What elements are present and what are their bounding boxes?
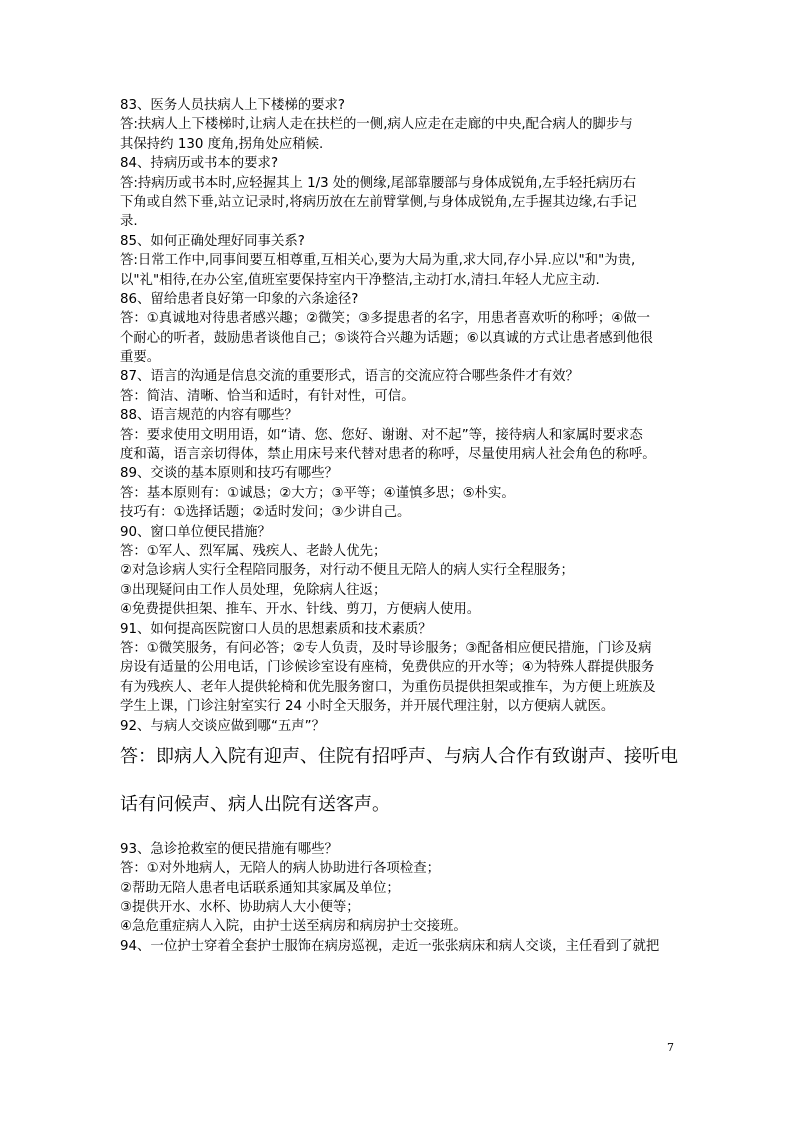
- text-line: 92、与病人交谈应做到哪“五声”？: [120, 718, 325, 734]
- text-line: 度和蔼，语言亲切得体，禁止用床号来代替对患者的称呼，尽量使用病人社会角色的称呼。: [120, 447, 656, 463]
- text-line: 答:持病历或书本时,应轻握其上 1/3 处的侧缘,尾部靠腰部与身体成锐角,左手轻托病历右: [120, 175, 637, 191]
- text-line: 86、留给患者良好第一印象的六条途径?: [120, 291, 359, 307]
- text-line: 89、交谈的基本原则和技巧有哪些？: [120, 466, 338, 482]
- text-line: 录.: [120, 214, 138, 230]
- document-body: [120, 96, 680, 956]
- text-line: 90、窗口单位便民措施？: [120, 524, 271, 540]
- text-line: ②帮助无陪人患者电话联系通知其家属及单位；: [120, 880, 400, 896]
- text-line: 答：①军人、烈军属、残疾人、老龄人优先；: [120, 543, 387, 559]
- text-line: 答:日常工作中,同事间要互相尊重,互相关心,要为大局为重,求大同,存小异.应以"和"为贵,: [120, 253, 636, 269]
- text-line: 93、急诊抢救室的便民措施有哪些？: [120, 841, 338, 857]
- text-line: 以"礼"相待,在办公室,值班室要保持室内干净整洁,主动打水,清扫.年轻人尤应主动.: [120, 272, 600, 288]
- text-line: 84、持病历或书本的要求?: [120, 156, 279, 172]
- text-line: 房设有适量的公用电话，门诊候诊室设有座椅，免费供应的开水等；④为特殊人群提供服务: [120, 660, 655, 676]
- answer-92-line-2: 话有问候声、病人出院有送客声。: [120, 793, 390, 815]
- text-line: 答：要求使用文明用语，如“请、您、您好、谢谢、对不起”等，接待病人和家属时要求态: [120, 427, 643, 443]
- text-line: 下角或自然下垂,站立记录时,将病历放在左前臂掌侧,与身体成锐角,左手握其边缘,右手记: [120, 194, 637, 210]
- text-line: 答：①微笑服务，有问必答；②专人负责，及时导诊服务；③配备相应便民措施，门诊及病: [120, 640, 652, 656]
- text-line: ③出现疑问由工作人员处理，免除病人往返；: [120, 582, 387, 598]
- text-line: 83、医务人员扶病人上下楼梯的要求?: [120, 98, 346, 113]
- text-line: 有为残疾人、老年人提供轮椅和优先服务窗口，为重伤员提供担架或推车，为方便上班族及: [120, 679, 656, 695]
- answer-92-line-1: 答：即病人入院有迎声、住院有招呼声、与病人合作有致谢声、接听电: [120, 745, 678, 767]
- text-line: ③提供开水、水杯、协助病人大小便等；: [120, 900, 360, 916]
- page-number: 7: [667, 1041, 674, 1054]
- text-line: 答：简洁、清晰、恰当和适时，有针对性，可信。: [120, 388, 415, 404]
- text-line: 其保持约 130 度角,拐角处应稍候.: [120, 136, 324, 152]
- text-line: ④急危重症病人入院，由护士送至病房和病房护士交接班。: [120, 919, 467, 935]
- text-line: 重要。: [120, 350, 161, 366]
- text-line: ④免费提供担架、推车、开水、针线、剪刀，方便病人使用。: [120, 602, 481, 618]
- text-line: 学生上课，门诊注射室实行 24 小时全天服务，并开展代理注射，以方便病人就医。: [120, 699, 615, 715]
- text-line: ②对急诊病人实行全程陪同服务，对行动不便且无陪人的病人实行全程服务；: [120, 563, 574, 579]
- text-line: 答:扶病人上下楼梯时,让病人走在扶栏的一侧,病人应走在走廊的中央,配合病人的脚步与: [120, 117, 633, 133]
- spacer: [120, 818, 680, 840]
- qa-block-83-92: [120, 96, 680, 736]
- answer-92-large: [120, 744, 680, 818]
- text-line: 技巧有：①选择话题；②适时发问；③少讲自己。: [120, 505, 411, 521]
- text-line: 87、语言的沟通是信息交流的重要形式，语言的交流应符合哪些条件才有效？: [120, 369, 579, 385]
- text-line: 85、如何正确处理好同事关系?: [120, 233, 305, 249]
- text-line: 答：①对外地病人，无陪人的病人协助进行各项检查；: [120, 861, 440, 877]
- spacer: [120, 770, 680, 792]
- text-line: 答：①真诚地对待患者感兴趣；②微笑；③多提患者的名字，用患者喜欢听的称呼；④做一: [120, 311, 651, 327]
- text-line: 91、如何提高医院窗口人员的思想素质和技术素质？: [120, 621, 432, 637]
- text-line: 个耐心的听者，鼓励患者谈他自己；⑤谈符合兴趣为话题；⑥以真诚的方式让患者感到他很: [120, 330, 653, 346]
- text-line: 94、一位护士穿着全套护士服饰在病房巡视，走近一张张病床和病人交谈，主任看到了就把: [120, 938, 660, 954]
- text-line: 答：基本原则有：①诚恳；②大方；③平等；④谨慎多思；⑤朴实。: [120, 485, 515, 501]
- text-line: 88、语言规范的内容有哪些？: [120, 408, 298, 424]
- qa-block-93-94: [120, 840, 680, 956]
